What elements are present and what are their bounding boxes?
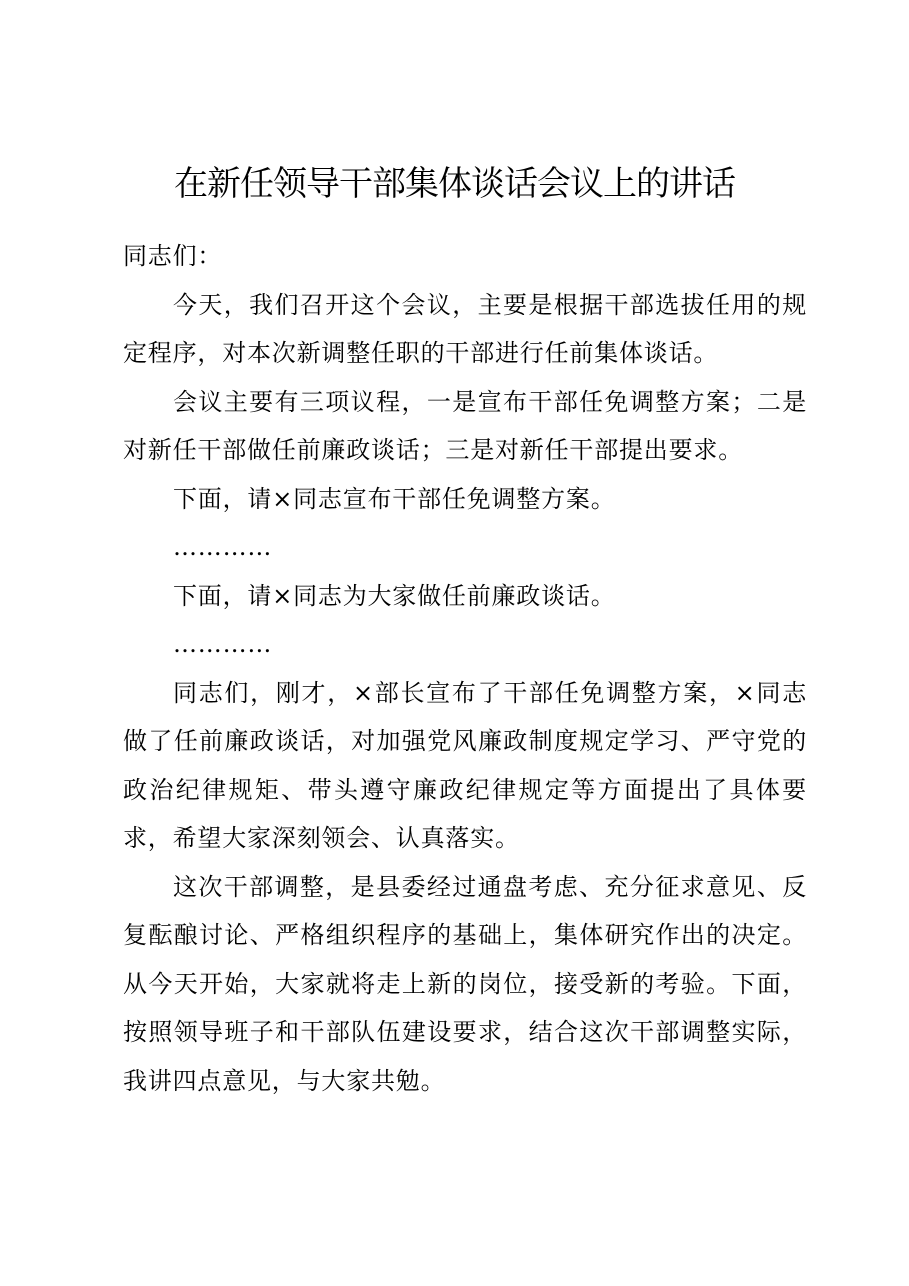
paragraph-summary: 同志们，刚才，×部长宣布了干部任免调整方案，×同志做了任前廉政谈话，对加强党风廉政制度规定学习、严守党的政治纪律规矩、带头遵守廉政纪律规定等方面提出了具体要求，希望大家深刻领会、认真落实。 (123, 678, 807, 852)
paragraph-opening: 今天，我们召开这个会议，主要是根据干部选拔任用的规定程序，对本次新调整任职的干部进行任前集体谈话。 (123, 290, 807, 367)
paragraph-adjustment: 这次干部调整，是县委经过通盘考虑、充分征求意见、反复酝酿讨论、严格组织程序的基础上，集体研究作出的决定。从今天开始，大家就将走上新的岗位，接受新的考验。下面，按照领导班子和干部队伍建设要求，结合这次干部调整实际，我讲四点意见，与大家共勉。 (123, 872, 807, 1095)
paragraph-integrity-talk: 下面，请×同志为大家做任前廉政谈话。 (173, 581, 616, 610)
paragraph-ellipsis-1: ………… (173, 533, 273, 561)
paragraph-agenda: 会议主要有三项议程，一是宣布干部任免调整方案；二是对新任干部做任前廉政谈话；三是对新任干部提出要求。 (123, 387, 807, 464)
document-title: 在新任领导干部集体谈话会议上的讲话 (174, 164, 735, 204)
salutation: 同志们： (123, 242, 223, 270)
paragraph-announce-plan: 下面，请×同志宣布干部任免调整方案。 (173, 484, 616, 513)
document-body (123, 232, 807, 1105)
paragraph-ellipsis-2: ………… (173, 630, 273, 658)
